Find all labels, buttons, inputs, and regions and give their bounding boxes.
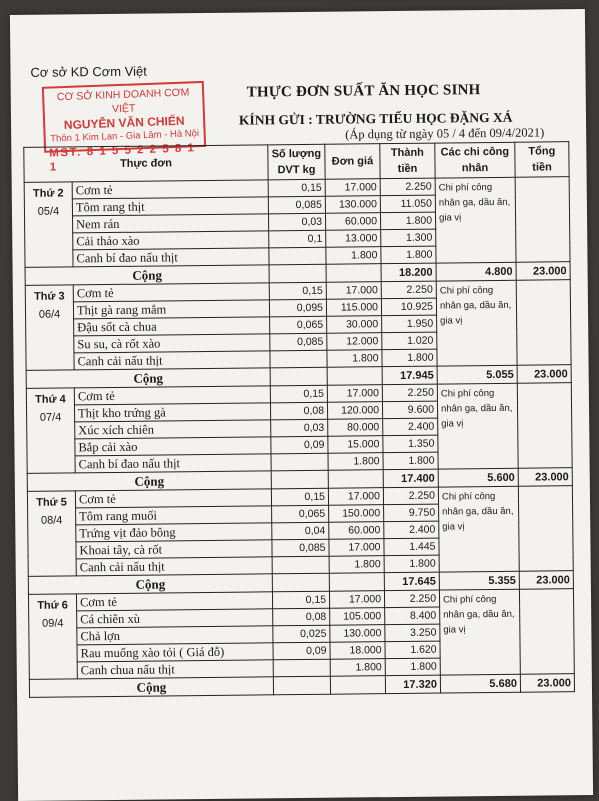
total-empty-cell <box>517 383 572 469</box>
total-empty-cell <box>516 280 571 366</box>
price-cell: 1.800 <box>330 659 385 677</box>
quantity-cell: 0,095 <box>269 299 326 317</box>
sum-total: 23.000 <box>518 468 572 487</box>
day-cell <box>25 285 74 370</box>
dish-name: Tôm rang muối <box>76 506 272 525</box>
quantity-cell <box>273 659 330 677</box>
price-cell: 18.000 <box>330 642 385 660</box>
quantity-cell: 0,1 <box>269 230 326 248</box>
price-cell: 17.000 <box>329 591 384 609</box>
amount-cell: 10.925 <box>381 298 436 316</box>
price-cell: 17.000 <box>325 179 380 197</box>
stamp-line-2: NGUYỄN VĂN CHIẾN <box>63 113 185 133</box>
sum-empty-cell <box>330 676 385 695</box>
header-qty: Số lượng DVT kg <box>268 144 325 180</box>
dish-name: Xúc xích chiên <box>75 420 271 439</box>
menu-table-body <box>24 177 574 698</box>
dish-name: Thịt kho trứng gà <box>74 403 270 422</box>
sum-empty-cell <box>271 470 328 489</box>
price-cell: 1.800 <box>327 350 382 368</box>
amount-cell: 1.300 <box>381 229 436 247</box>
weekday-label: Thứ 6 <box>37 599 68 612</box>
sum-empty-cell <box>273 676 330 695</box>
dish-name: Thịt gà rang mắm <box>73 300 269 319</box>
total-empty-cell <box>518 486 573 572</box>
weekday-label: Thứ 4 <box>35 393 66 406</box>
price-cell: 115.000 <box>326 299 381 317</box>
quantity-cell <box>271 453 328 471</box>
applied-date-range: (Áp dụng từ ngày 05 / 4 đến 09/4/2021) <box>345 125 545 142</box>
quantity-cell: 0,025 <box>273 625 330 643</box>
quantity-cell: 0,065 <box>270 316 327 334</box>
amount-cell: 2.250 <box>384 590 439 608</box>
quantity-cell: 0,15 <box>271 488 328 506</box>
date-label: 08/4 <box>40 514 63 527</box>
stamp-line-1: CƠ SỞ KINH DOANH CƠM VIỆT <box>56 86 190 116</box>
sum-amount: 17.645 <box>384 572 439 591</box>
quantity-cell: 0,15 <box>269 282 326 300</box>
sum-empty-cell <box>326 264 381 283</box>
price-cell: 17.000 <box>329 539 384 557</box>
sum-total: 23.000 <box>516 262 570 281</box>
sum-empty-cell <box>329 573 384 592</box>
price-cell: 60.000 <box>325 213 380 231</box>
dish-name: Trứng vịt đảo bông <box>76 523 272 542</box>
amount-cell: 9.750 <box>384 504 439 522</box>
price-cell: 17.000 <box>328 488 383 506</box>
date-label: 09/4 <box>41 617 64 630</box>
sum-total: 23.000 <box>517 365 571 384</box>
quantity-cell <box>270 350 327 368</box>
quantity-cell: 0,15 <box>272 591 329 609</box>
amount-cell: 2.400 <box>383 418 438 436</box>
sum-empty-cell <box>269 264 326 283</box>
other-costs-note: Chi phí công nhân ga, dầu ăn, gia vị <box>439 589 520 675</box>
day-cell <box>24 182 73 267</box>
sum-label: Cộng <box>25 265 269 286</box>
price-cell: 17.000 <box>326 282 381 300</box>
sum-amount: 17.320 <box>385 675 440 694</box>
amount-cell: 2.250 <box>380 178 435 196</box>
amount-cell: 2.250 <box>381 281 436 299</box>
amount-cell: 1.350 <box>383 435 438 453</box>
sum-amount: 18.200 <box>381 263 436 282</box>
price-cell: 17.000 <box>327 385 382 403</box>
sum-amount: 17.400 <box>383 469 438 488</box>
quantity-cell: 0,09 <box>271 436 328 454</box>
amount-cell: 1.800 <box>381 246 436 264</box>
price-cell: 12.000 <box>327 333 382 351</box>
sum-amount: 17.945 <box>382 366 437 385</box>
menu-table <box>23 141 575 698</box>
price-cell: 1.800 <box>329 556 384 574</box>
day-cell <box>28 594 77 679</box>
weekday-label: Thứ 3 <box>33 290 65 303</box>
total-empty-cell <box>515 177 570 263</box>
date-label: 05/4 <box>37 205 60 218</box>
sum-empty-cell <box>272 573 329 592</box>
day-cell <box>26 388 75 473</box>
sum-empty-cell <box>328 470 383 489</box>
dish-name: Nem rán <box>73 214 269 233</box>
other-costs-note: Chi phí công nhân ga, dầu ăn, gia vị <box>435 177 516 263</box>
amount-cell: 2.400 <box>384 521 439 539</box>
amount-cell: 2.250 <box>382 384 437 402</box>
price-cell: 1.800 <box>326 247 381 265</box>
dish-name: Canh cải nấu thịt <box>74 351 270 370</box>
amount-cell: 1.800 <box>382 349 437 367</box>
recipient-line: KÍNH GỬI : TRƯỜNG TIỂU HỌC ĐẶNG XÁ <box>238 109 513 128</box>
sum-other-costs: 5.355 <box>439 571 519 590</box>
date-label: 07/4 <box>39 411 62 424</box>
dish-name: Cơm tẻ <box>75 489 271 508</box>
price-cell: 13.000 <box>326 230 381 248</box>
amount-cell: 1.800 <box>383 452 438 470</box>
dish-name: Canh cải nấu thịt <box>76 557 272 576</box>
dish-name: Cải thảo xào <box>73 231 269 250</box>
dish-name: Khoai tây, cà rốt <box>76 540 272 559</box>
sum-total: 23.000 <box>519 571 573 590</box>
dish-name: Cơm tẻ <box>72 180 268 199</box>
amount-cell: 1.800 <box>385 658 440 676</box>
quantity-cell: 0,03 <box>268 213 325 231</box>
amount-cell: 2.250 <box>383 487 438 505</box>
amount-cell: 11.050 <box>380 195 435 213</box>
price-cell: 30.000 <box>327 316 382 334</box>
other-costs-note: Chi phí công nhân ga, dầu ăn, gia vị <box>437 383 518 469</box>
amount-cell: 1.950 <box>382 315 437 333</box>
sum-label: Cộng <box>28 574 272 595</box>
header-amount: Thành tiền <box>380 143 435 179</box>
sum-empty-cell <box>270 367 327 386</box>
header-other-costs: Các chi công nhân <box>435 142 515 178</box>
dish-name: Đậu sốt cà chua <box>74 317 270 336</box>
quantity-cell: 0,15 <box>268 179 325 197</box>
quantity-cell: 0,085 <box>268 196 325 214</box>
dish-name: Canh bí đao nấu thịt <box>75 454 271 473</box>
amount-cell: 1.800 <box>380 212 435 230</box>
dish-name: Su su, cà rốt xào <box>74 334 270 353</box>
amount-cell: 3.250 <box>385 624 440 642</box>
stamp-tax-code: MST: 8 1 5 5 2 2 5 8 1 1 <box>49 142 196 174</box>
table-header-row <box>24 142 569 183</box>
quantity-cell: 0,08 <box>273 608 330 626</box>
weekday-label: Thứ 5 <box>36 496 67 509</box>
sum-label: Cộng <box>27 471 271 492</box>
dish-name: Tôm rang thịt <box>72 197 268 216</box>
quantity-cell: 0,03 <box>271 419 328 437</box>
day-cell <box>27 491 76 576</box>
header-total: Tổng tiền <box>515 142 569 178</box>
quantity-cell: 0,065 <box>272 505 329 523</box>
price-cell: 105.000 <box>330 608 385 626</box>
price-cell: 130.000 <box>330 625 385 643</box>
total-empty-cell <box>519 589 574 675</box>
quantity-cell: 0,085 <box>272 539 329 557</box>
amount-cell: 9.600 <box>382 401 437 419</box>
sum-other-costs: 5.055 <box>437 365 517 384</box>
amount-cell: 1.445 <box>384 538 439 556</box>
amount-cell: 1.620 <box>385 641 440 659</box>
other-costs-note: Chi phí công nhân ga, dầu ăn, gia vị <box>438 486 519 572</box>
sum-other-costs: 5.680 <box>440 674 520 693</box>
quantity-cell: 0,085 <box>270 333 327 351</box>
price-cell: 150.000 <box>329 505 384 523</box>
price-cell: 1.800 <box>328 453 383 471</box>
dish-name: Canh chua nấu thịt <box>77 660 273 679</box>
quantity-cell <box>272 556 329 574</box>
header-menu: Thực đơn <box>24 145 268 183</box>
sum-label: Cộng <box>29 677 273 698</box>
stamp-line-3: Thôn 1 Kim Lan - Gia Lâm - Hà Nội <box>50 128 200 145</box>
dish-name: Cơm tẻ <box>76 592 272 611</box>
amount-cell: 1.800 <box>384 555 439 573</box>
dish-name: Chả lợn <box>77 626 273 645</box>
amount-cell: 8.400 <box>385 607 440 625</box>
price-cell: 130.000 <box>325 196 380 214</box>
price-cell: 60.000 <box>329 522 384 540</box>
quantity-cell: 0,09 <box>273 642 330 660</box>
quantity-cell: 0,15 <box>270 385 327 403</box>
price-cell: 120.000 <box>327 402 382 420</box>
dish-name: Canh bí đao nấu thịt <box>73 248 269 267</box>
quantity-cell: 0,08 <box>270 402 327 420</box>
quantity-cell <box>269 247 326 265</box>
header-price: Đơn giá <box>325 144 380 180</box>
sum-other-costs: 4.800 <box>436 262 516 281</box>
sum-other-costs: 5.600 <box>438 468 518 487</box>
company-name: Cơ sở KD Cơm Việt <box>30 63 147 80</box>
sum-empty-cell <box>327 367 382 386</box>
paper-sheet <box>10 9 593 801</box>
dish-name: Bắp cải xào <box>75 437 271 456</box>
amount-cell: 1.020 <box>382 332 437 350</box>
quantity-cell: 0,04 <box>272 522 329 540</box>
dish-name: Cơm tẻ <box>74 386 270 405</box>
dish-name: Cơm tẻ <box>73 283 269 302</box>
price-cell: 80.000 <box>328 419 383 437</box>
sum-total: 23.000 <box>520 674 574 693</box>
dish-name: Cá chiên xù <box>77 609 273 628</box>
weekday-label: Thứ 2 <box>32 187 64 200</box>
document-title: THỰC ĐƠN SUẤT ĂN HỌC SINH <box>246 82 481 101</box>
date-label: 06/4 <box>38 308 61 321</box>
price-cell: 15.000 <box>328 436 383 454</box>
sum-label: Cộng <box>26 368 270 389</box>
dish-name: Rau muống xào tỏi ( Giá đỗ) <box>77 643 273 662</box>
other-costs-note: Chi phí công nhân ga, dầu ăn, gia vị <box>436 280 517 366</box>
